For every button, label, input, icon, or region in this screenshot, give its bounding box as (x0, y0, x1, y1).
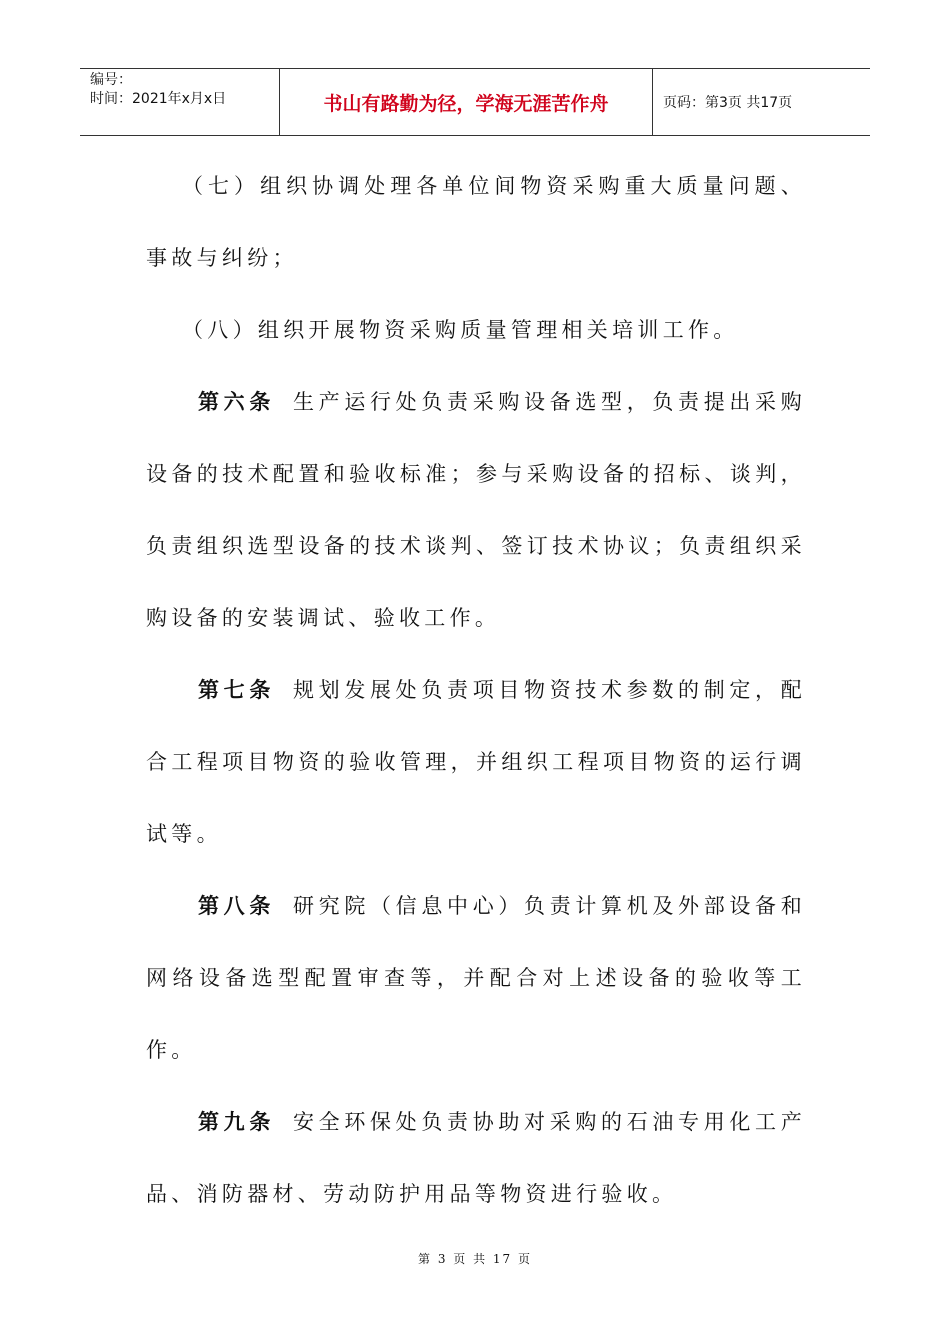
article-heading: 第六条 (198, 390, 276, 414)
article-heading: 第九条 (198, 1110, 276, 1134)
article-heading: 第八条 (198, 894, 276, 918)
article-text: 规划发展处负责项目物资技术参数的制定，配合工程项目物资的验收管理，并组织工程项目物资的运行调试等。 (146, 678, 807, 846)
paragraph-8 (146, 294, 806, 366)
paragraph-text: （八）组织开展物资采购质量管理相关培训工作。 (182, 318, 739, 342)
paragraph-7 (146, 150, 806, 294)
article-text: 生产运行处负责采购设备选型，负责提出采购设备的技术配置和验收标准；参与采购设备的招标、谈判，负责组织选型设备的技术谈判、签订技术协议；负责组织采购设备的安装调试、验收工作。 (146, 390, 807, 630)
document-number-label: 编号： (90, 72, 132, 88)
article-6 (146, 366, 806, 654)
article-7 (146, 654, 806, 870)
article-heading: 第七条 (198, 678, 276, 702)
header-meta (80, 69, 280, 135)
article-text: 研究院（信息中心）负责计算机及外部设备和网络设备选型配置审查等，并配合对上述设备的验收等工作。 (146, 894, 807, 1062)
document-body (146, 150, 806, 1230)
article-9 (146, 1086, 806, 1230)
page-header (80, 68, 870, 136)
document-date-label: 时间：2021年x月x日 (90, 91, 227, 107)
header-motto: 书山有路勤为径，学海无涯苦作舟 (280, 69, 653, 135)
article-8 (146, 870, 806, 1086)
paragraph-text: （七）组织协调处理各单位间物资采购重大质量问题、事故与纠纷； (146, 174, 806, 270)
article-text: 安全环保处负责协助对采购的石油专用化工产品、消防器材、劳动防护用品等物资进行验收。 (146, 1110, 807, 1206)
page-footer: 第 3 页 共 17 页 (418, 1252, 532, 1266)
header-page-info: 页码：第3页 共17页 (663, 95, 793, 111)
